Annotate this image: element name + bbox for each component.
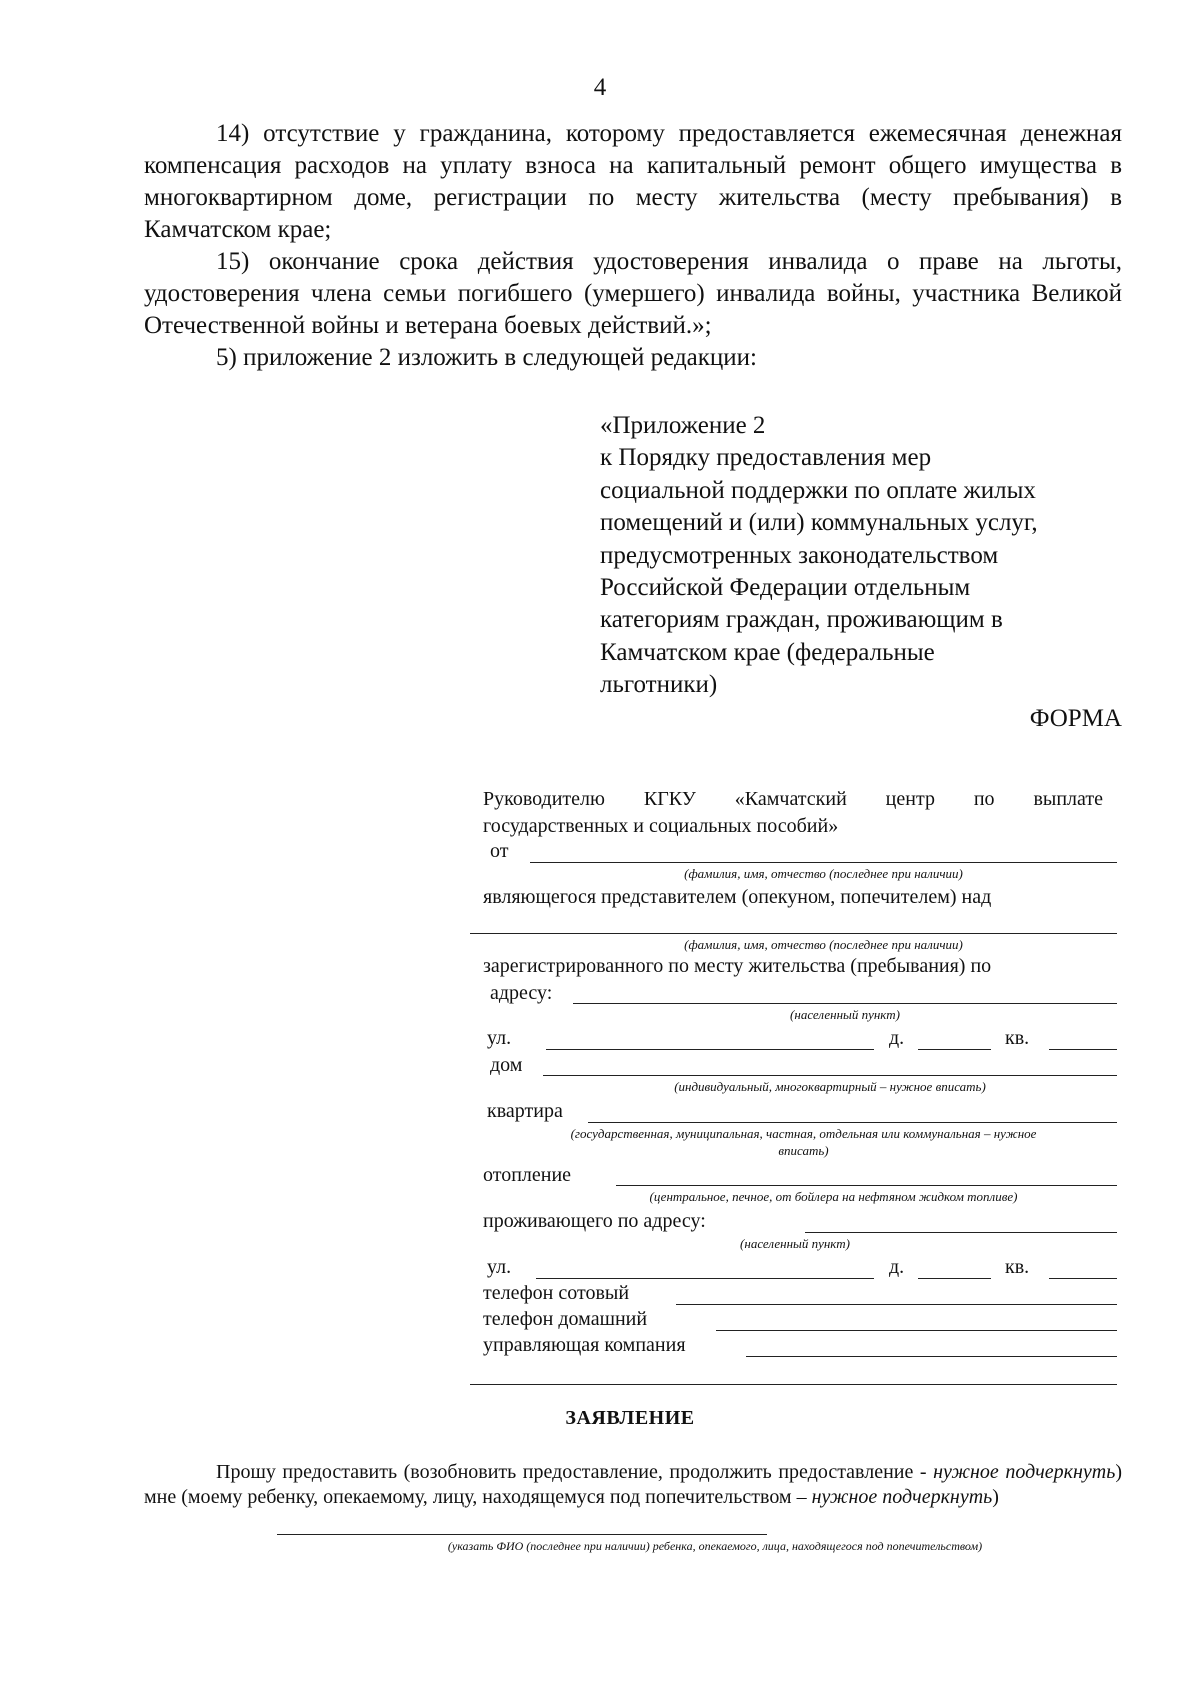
kvartira-label: квартира — [487, 1100, 563, 1122]
home-phone-field[interactable] — [716, 1330, 1117, 1331]
heating-type-field[interactable] — [616, 1185, 1117, 1186]
appendix-line: «Приложение 2 — [600, 412, 766, 439]
appendix-line: льготники) — [600, 671, 718, 699]
street-label-residing: ул. — [487, 1256, 512, 1278]
addressee-line-1: Руководителю КГКУ «Камчатский центр по выплате — [483, 788, 1103, 810]
statement-title: ЗАЯВЛЕНИЕ — [565, 1407, 695, 1429]
residing-label: проживающего по адресу: — [483, 1210, 706, 1232]
dom-type-field[interactable] — [543, 1075, 1117, 1076]
from-fio-field[interactable] — [530, 862, 1117, 863]
hint-settlement-residing: (населенный пункт) — [740, 1236, 850, 1251]
registered-label: зарегистрированного по месту жительства (пребывания) по — [483, 955, 992, 977]
residing-apt-field[interactable] — [1049, 1278, 1117, 1279]
hint-kvartira-2: вписать) — [778, 1143, 829, 1158]
appendix-line: Камчатском крае (федеральные — [600, 638, 935, 666]
hint-dom: (индивидуальный, многоквартирный – нужное вписать) — [674, 1079, 986, 1094]
hint-heating: (центральное, печное, от бойлера на нефтяном жидком топливе) — [649, 1189, 1018, 1204]
statement-hint: (указать ФИО (последнее при наличии) ребенка, опекаемого, лица, находящегося под попечительством) — [447, 1539, 983, 1553]
from-label: от — [490, 840, 509, 862]
address-label: адресу: — [490, 982, 553, 1004]
apt-label: кв. — [1005, 1027, 1030, 1049]
statement-text-c: ) мне (моему ребенку, опекаемому, лицу, находящемуся под попечительством – — [144, 1461, 1122, 1508]
registered-street-field[interactable] — [546, 1049, 874, 1050]
residing-house-field[interactable] — [918, 1278, 991, 1279]
statement-text — [144, 1460, 1122, 1510]
addressee-line-2: государственных и социальных пособий» — [483, 815, 839, 837]
statement-text-a: Прошу предоставить (возобновить предоставление, продолжить предоставление - — [216, 1461, 934, 1483]
mobile-label: телефон сотовый — [483, 1282, 630, 1304]
paragraph-14-text: 14) отсутствие у гражданина, которому предоставляется ежемесячная денежная компенсация расходов на уплату взноса на капитальный ремонт общего имущества в многоквартирном доме, регистрации по месту жительства (месту пребывания) в Камчатском крае; — [144, 120, 1122, 243]
home-phone-label: телефон домашний — [483, 1308, 648, 1330]
residing-settlement-field[interactable] — [805, 1232, 1117, 1233]
management-label: управляющая компания — [483, 1334, 686, 1356]
statement-text-d: нужное подчеркнуть — [811, 1486, 993, 1508]
appendix-line: социальной поддержки по оплате жилых — [600, 476, 1036, 504]
appendix-line: Российской Федерации отдельным — [600, 574, 971, 602]
forma-label: ФОРМА — [1029, 705, 1122, 732]
registered-house-field[interactable] — [918, 1049, 991, 1050]
statement-text-e: ) — [992, 1486, 999, 1508]
statement-text-b: нужное подчеркнуть — [933, 1461, 1116, 1483]
form-bottom-line[interactable] — [470, 1384, 1117, 1385]
paragraph-5-text: 5) приложение 2 изложить в следующей редакции: — [216, 344, 757, 371]
residing-street-field[interactable] — [536, 1278, 874, 1279]
page-number: 4 — [593, 74, 607, 101]
kvartira-type-field[interactable] — [588, 1122, 1117, 1123]
statement-fio-field[interactable] — [277, 1534, 767, 1535]
registered-apt-field[interactable] — [1049, 1049, 1117, 1050]
street-label: ул. — [487, 1027, 512, 1049]
registered-settlement-field[interactable] — [573, 1003, 1117, 1004]
ward-fio-field[interactable] — [470, 933, 1117, 934]
paragraph-15-text: 15) окончание срока действия удостоверения инвалида о праве на льготы, удостоверения члена семьи погибшего (умершего) инвалида войны, участника Великой Отечественной войны и ветерана боевых действий.»; — [144, 248, 1122, 339]
mobile-phone-field[interactable] — [676, 1304, 1117, 1305]
appendix-line: предусмотренных законодательством — [600, 541, 999, 569]
appendix-line: категориям граждан, проживающим в — [600, 606, 1003, 634]
representative-label: являющегося представителем (опекуном, попечителем) над — [483, 886, 992, 908]
dom-label: дом — [490, 1054, 523, 1076]
appendix-line: к Порядку предоставления мер — [600, 444, 932, 472]
house-label: д. — [889, 1027, 905, 1049]
heating-label: отопление — [483, 1164, 572, 1186]
hint-settlement: (населенный пункт) — [790, 1007, 900, 1022]
appendix-line: помещений и (или) коммунальных услуг, — [600, 509, 1038, 537]
hint-fio-ward: (фамилия, имя, отчество (последнее при наличии) — [684, 937, 963, 952]
hint-kvartira-1: (государственная, муниципальная, частная, отдельная или коммунальная – нужное — [570, 1126, 1037, 1141]
hint-fio: (фамилия, имя, отчество (последнее при наличии) — [684, 866, 963, 881]
apt-label-residing: кв. — [1005, 1256, 1030, 1278]
management-company-field[interactable] — [746, 1356, 1117, 1357]
house-label-residing: д. — [889, 1256, 905, 1278]
